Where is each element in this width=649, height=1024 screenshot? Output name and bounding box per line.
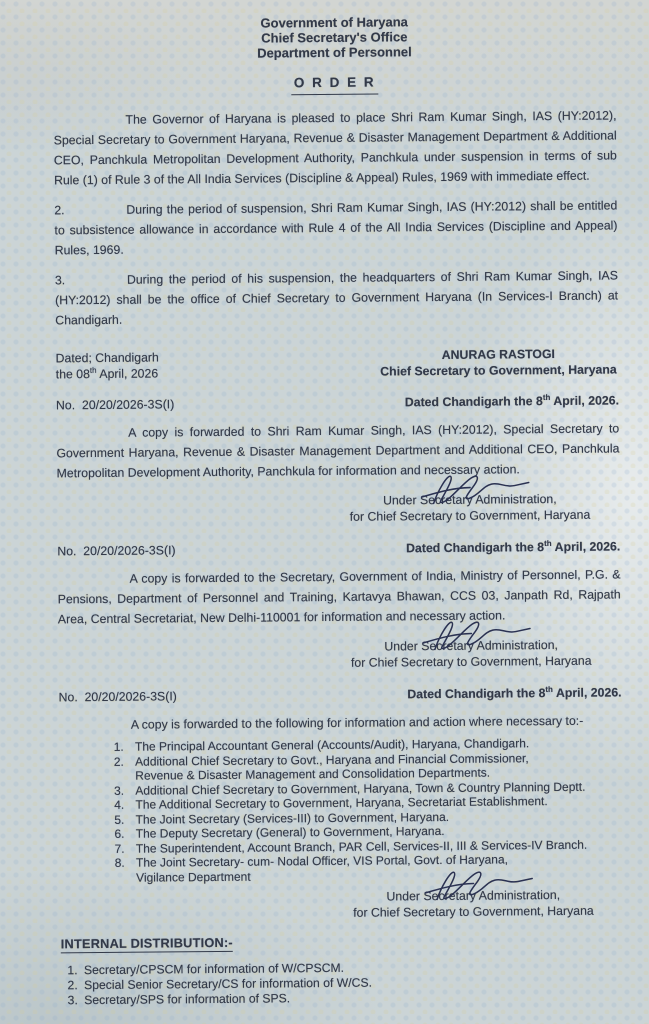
reference-number: No. 20/20/2026-3S(I)	[55, 397, 175, 413]
paragraph-3-text: During the period of his suspension, the headquarters of Shri Ram Kumar Singh, IAS (HY:2012) shall be the office of Chief Secretary to Government Haryana (In Services-I Branch) at Chandigarh.	[55, 268, 619, 328]
recipient-item: 7. The Superintendent, Account Branch, PAR Cell, Services-II, III & Services-IV Branch.	[128, 837, 640, 856]
signature-block-2	[321, 636, 621, 671]
endorsement-3-intro	[59, 710, 622, 735]
order-title: O R D E R	[291, 73, 379, 96]
reference-line-2	[57, 538, 620, 559]
signature-title-line2: for Chief Secretary to Government, Haryana	[350, 653, 592, 670]
internal-distribution-item: 2. Special Senior Secretary/CS for information of W/CS.	[81, 973, 624, 993]
recipient-list	[59, 735, 640, 885]
internal-distribution-item: 1. Secretary/CPSCM for information of W/CPSCM.	[81, 958, 624, 978]
date-place: Dated; Chandigarh	[55, 350, 159, 366]
signatory-block	[380, 345, 617, 379]
dateline-row	[56, 345, 619, 382]
internal-distribution-heading: INTERNAL DISTRIBUTION:-	[60, 934, 233, 952]
internal-distribution-list	[61, 958, 624, 1008]
internal-distribution-heading-row	[61, 929, 624, 954]
date-ordinal: th	[544, 538, 552, 548]
endorsement-1-text: A copy is forwarded to Shri Ram Kumar Singh, IAS (HY:2012), Special Secretary to Government Haryana, Revenue & Disaster Management Department and Additional CEO, Panchkula Metropolitan Development Authority, Panchkula for information and necessary action.	[56, 421, 620, 481]
header-office: Chief Secretary's Office	[261, 29, 408, 46]
signatory-title: Chief Secretary to Government, Haryana	[380, 362, 617, 379]
reference-number: No. 20/20/2026-3S(I)	[58, 689, 177, 705]
date-place-block	[56, 349, 160, 382]
reference-number: No. 20/20/2026-3S(I)	[57, 543, 176, 559]
signature-block-1	[320, 490, 620, 525]
paragraph-2-text: During the period of suspension, Shri Ram Kumar Singh, IAS (HY:2012) shall be entitled to subsistence allowance in accordance with Rule 4 of the All India Services (Discipline and Appeal) Rules, 1969.	[54, 198, 618, 258]
date-ordinal: th	[545, 684, 553, 694]
paragraph-1-text: The Governor of Haryana is pleased to place Shri Ram Kumar Singh, IAS (HY:2012), Special Secretary to Government Haryana, Revenue & Disaster Management Department & Additional CEO, Panchkula Metropolitan Development Authority, Panchkula under suspension in terms of sub Rule (1) of Rule 3 of the All India Services (Discipline & Appeal) Rules, 1969 with immediate effect.	[53, 108, 617, 188]
endorsement-1	[56, 418, 620, 483]
endorsement-2-text: A copy is forwarded to the Secretary, Government of India, Ministry of Personnel, P.G. & Pensions, Department of Personnel and Training, Kartavya Bhawan, CCS 03, Janpath Rd, Rajpath Area, Central Secretariat, New Delhi-110001 for information and necessary action.	[57, 567, 621, 627]
signature-title-line1: Under Secretary Administration,	[382, 491, 557, 508]
signature-title-line2: for Chief Secretary to Government, Haryana	[349, 507, 591, 524]
endorsement-3-intro-text: A copy is forwarded to the following for information and action where necessary to:-	[130, 713, 584, 732]
signature-block-3	[323, 886, 623, 921]
reference-date: Dated Chandigarh the 8th April, 2026.	[404, 392, 620, 410]
header-department: Department of Personnel	[257, 44, 412, 61]
document-header	[53, 12, 616, 62]
signature-title-line2: for Chief Secretary to Government, Haryana	[353, 903, 594, 920]
date-ordinal: th	[89, 365, 97, 375]
order-title-row	[53, 70, 616, 97]
reference-date: Dated Chandigarh the 8th April, 2026.	[407, 684, 622, 702]
recipient-item: 6. The Deputy Secretary (General) to Government, Haryana.	[128, 822, 640, 841]
paragraph-1	[53, 105, 617, 190]
paragraph-3	[55, 265, 619, 330]
paragraph-2	[54, 195, 618, 260]
paragraph-2-number: 2.	[54, 203, 65, 218]
recipient-item: 8. The Joint Secretary- cum- Nodal Officer, VIS Portal, Govt. of Haryana, Vigilance Department	[128, 851, 640, 884]
signature-title-line1: Under Secretary Administration,	[386, 887, 561, 904]
signature-title-line1: Under Secretary Administration,	[384, 637, 558, 654]
signatory-name: ANURAG RASTOGI	[441, 346, 556, 362]
recipient-item: 2. Additional Chief Secretary to Govt., Haryana and Financial Commissioner, Revenue & Disaster Management and Consolidation Departments.	[127, 750, 639, 783]
reference-line-3	[58, 684, 621, 705]
recipient-item: 4. The Additional Secretary to Government, Haryana, Secretariat Establishment.	[127, 793, 639, 812]
recipient-item: 5. The Joint Secretary (Services-III) to Government, Haryana.	[128, 808, 640, 827]
header-org: Government of Haryana	[260, 14, 408, 31]
recipient-item: 1. The Principal Accountant General (Accounts/Audit), Haryana, Chandigarh.	[127, 735, 639, 754]
date-ordinal: th	[542, 392, 551, 403]
recipient-item: 3. Additional Chief Secretary to Government, Haryana, Town & Country Planning Deptt.	[127, 779, 639, 798]
endorsement-2	[57, 564, 621, 629]
paragraph-3-number: 3.	[54, 273, 66, 288]
reference-line-1	[56, 392, 619, 413]
reference-date: Dated Chandigarh the 8th April, 2026.	[406, 538, 621, 556]
date-value: the 08th April, 2026	[55, 365, 159, 382]
internal-distribution-item: 3. Secretary/SPS for information of SPS.	[81, 988, 624, 1008]
